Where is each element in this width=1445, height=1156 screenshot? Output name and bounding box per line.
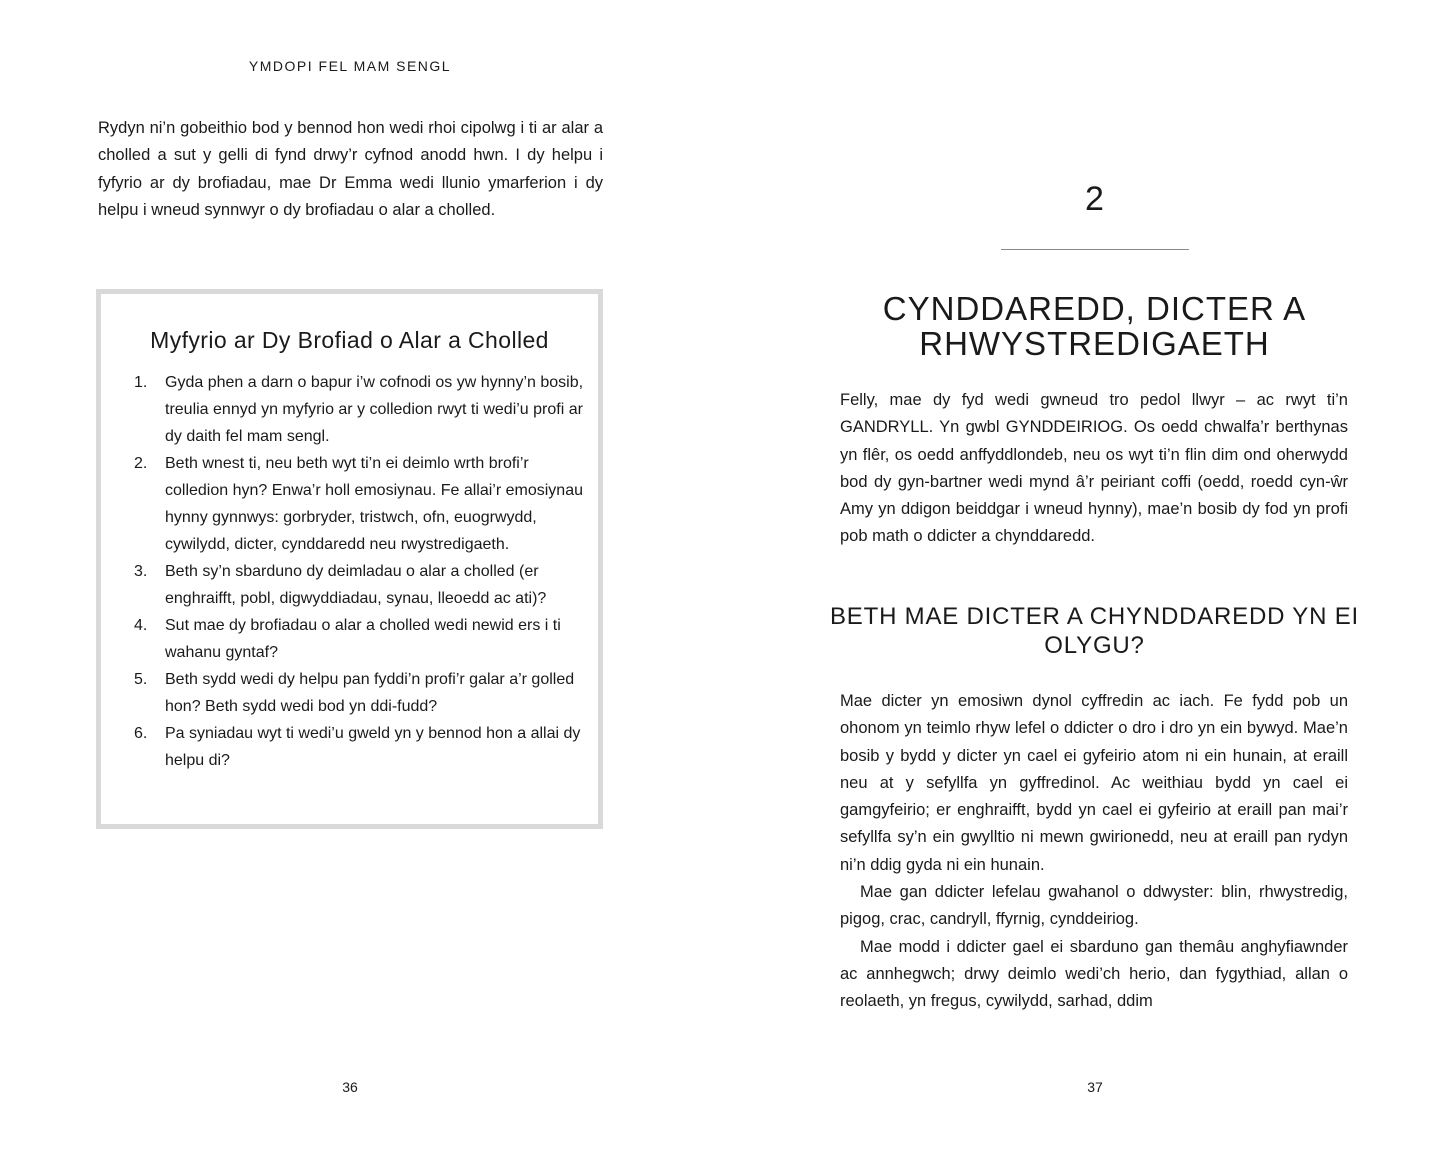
list-text: Beth wnest ti, neu beth wyt ti’n ei deimlo wrth brofi’r colledion hyn? Enwa’r holl emosiynau. Fe allai’r emosiynau hynny gynnwys: gorbryder, tristwch, ofn, euogrwydd, cywilydd, dicter, cynddaredd neu rwystredigaeth.	[165, 455, 583, 553]
list-text: Gyda phen a darn o bapur i’w cofnodi os yw hynny’n bosib, treulia ennyd yn myfyrio ar y colledion rwyt ti wedi’u profi ar dy daith fel mam sengl.	[165, 374, 584, 445]
reflection-list	[134, 369, 584, 774]
right-page	[722, 0, 1445, 1156]
list-number: 3.	[134, 563, 148, 580]
list-item	[134, 666, 584, 720]
list-item	[134, 450, 584, 558]
body-paragraph: Mae dicter yn emosiwn dynol cyffredin ac iach. Fe fydd pob un ohonom yn teimlo rhyw lefel o ddicter o dro i dro yn ein bywyd. Mae’n bosib y bydd y dicter yn cael ei gyfeirio atom ni ein hunain, at eraill neu at y sefyllfa yn gyffredinol. Ac weithiau bydd yn cael ei gamgyfeirio; er enghraifft, bydd yn cael ei gyfeirio at eraill pan mai’r sefyllfa sy’n ein gwylltio ni mewn gwirionedd, neu at eraill pan rydyn ni’n ddig gyda ni ein hunain.	[840, 692, 1348, 874]
running-head: YMDOPI FEL MAM SENGL	[248, 58, 452, 74]
list-item	[134, 558, 584, 612]
section-heading: BETH MAE DICTER A CHYNDDAREDD YN EI OLYGU?	[830, 603, 1359, 659]
list-item	[134, 720, 584, 774]
list-text: Beth sy’n sbarduno dy deimladau o alar a cholled (er enghraifft, pobl, digwyddiadau, synau, lleoedd ac ati)?	[165, 563, 547, 607]
list-number: 4.	[134, 617, 148, 634]
page-number-right: 37	[1087, 1079, 1103, 1095]
page-number-left: 36	[342, 1079, 358, 1095]
body-paragraph: Mae modd i ddicter gael ei sbarduno gan themâu anghyfiawnder ac annhegwch; drwy deimlo wedi’ch herio, dan fygythiad, allan o reolaeth, yn fregus, cywilydd, sarhad, ddim	[840, 937, 1348, 1011]
list-number: 5.	[134, 671, 148, 688]
section-body	[840, 688, 1348, 1016]
body-paragraph: Mae gan ddicter lefelau gwahanol o ddwyster: blin, rhwystredig, pigog, crac, candryll, ffyrnig, cynddeiriog.	[840, 883, 1348, 929]
reflection-box	[96, 289, 603, 829]
list-item	[134, 612, 584, 666]
list-text: Beth sydd wedi dy helpu pan fyddi’n profi’r galar a’r golled hon? Beth sydd wedi bod yn ddi-fudd?	[165, 671, 575, 715]
list-number: 1.	[134, 374, 148, 391]
chapter-number: 2	[1085, 180, 1104, 218]
chapter-title: CYNDDAREDD, DICTER A RHWYSTREDIGAETH	[882, 290, 1307, 362]
opening-paragraph: Felly, mae dy fyd wedi gwneud tro pedol llwyr – ac rwyt ti’n GANDRYLL. Yn gwbl GYNDDEIRIOG. Os oedd chwalfa’r berthynas yn flêr, os oedd anffyddlondeb, neu os wyt ti’n flin dim ond oherwydd bod dy gyn-bartner wedi mynd â’r peiriant coffi (oedd, roedd cyn-ŵr Amy yn ddigon beiddgar i wneud hynny), mae’n bosib dy fod yn profi pob math o ddicter a chynddaredd.	[840, 391, 1348, 546]
list-text: Pa syniadau wyt ti wedi’u gweld yn y bennod hon a allai dy helpu di?	[165, 725, 581, 769]
left-page	[0, 0, 700, 1156]
box-title: Myfyrio ar Dy Brofiad o Alar a Cholled	[150, 327, 549, 353]
list-text: Sut mae dy brofiadau o alar a cholled wedi newid ers i ti wahanu gyntaf?	[165, 617, 561, 661]
chapter-rule	[1001, 249, 1189, 250]
list-number: 6.	[134, 725, 148, 742]
intro-paragraph: Rydyn ni’n gobeithio bod y bennod hon wedi rhoi cipolwg i ti ar alar a cholled a sut y gelli di fynd drwy’r cyfnod anodd hwn. I dy helpu i fyfyrio ar dy brofiadau, mae Dr Emma wedi llunio ymarferion i dy helpu i wneud synnwyr o dy brofiadau o alar a cholled.	[98, 119, 603, 219]
list-number: 2.	[134, 455, 148, 472]
list-item	[134, 369, 584, 450]
